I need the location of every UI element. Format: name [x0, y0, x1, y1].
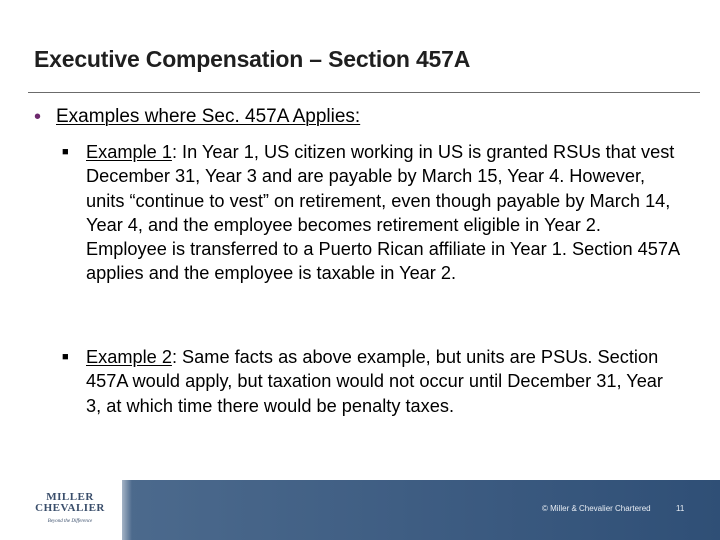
square-bullet-icon: ■	[62, 351, 69, 363]
example-2-text: : Same facts as above example, but units are PSUs. Section 457A would apply, but taxation would not occur until December 31, Year 3, at which time there would be penalty taxes.	[86, 347, 663, 416]
example-1	[62, 140, 682, 286]
page-number: 11	[676, 504, 685, 513]
example-2-body	[86, 345, 682, 418]
logo-line-1: MILLER	[46, 491, 94, 503]
title-divider	[28, 92, 700, 93]
logo-line-2: CHEVALIER	[35, 502, 105, 514]
logo-tagline: Beyond the Difference	[47, 519, 93, 524]
example-2-label: Example 2	[86, 347, 172, 367]
example-1-body	[86, 140, 682, 286]
bullet-dot-icon: •	[34, 106, 42, 128]
example-1-label: Example 1	[86, 142, 172, 162]
square-bullet-icon: ■	[62, 146, 69, 158]
slide-title: Executive Compensation – Section 457A	[34, 46, 471, 72]
main-bullet-text: Examples where Sec. 457A Applies:	[56, 106, 361, 127]
company-logo	[30, 488, 110, 536]
copyright-text: © Miller & Chevalier Chartered	[542, 504, 651, 513]
main-bullet	[34, 106, 360, 128]
example-2	[62, 345, 682, 418]
example-1-text: : In Year 1, US citizen working in US is granted RSUs that vest December 31, Year 3 and are payable by March 15, Year 4. However, units “continue to vest” on retirement, even though payable by March 14, Year 4, and the employee becomes retirement eligible in Year 2. Employee is transferred to a Puerto Rican affiliate in Year 1. Section 457A applies and the employee is taxable in Year 2.	[86, 142, 680, 284]
